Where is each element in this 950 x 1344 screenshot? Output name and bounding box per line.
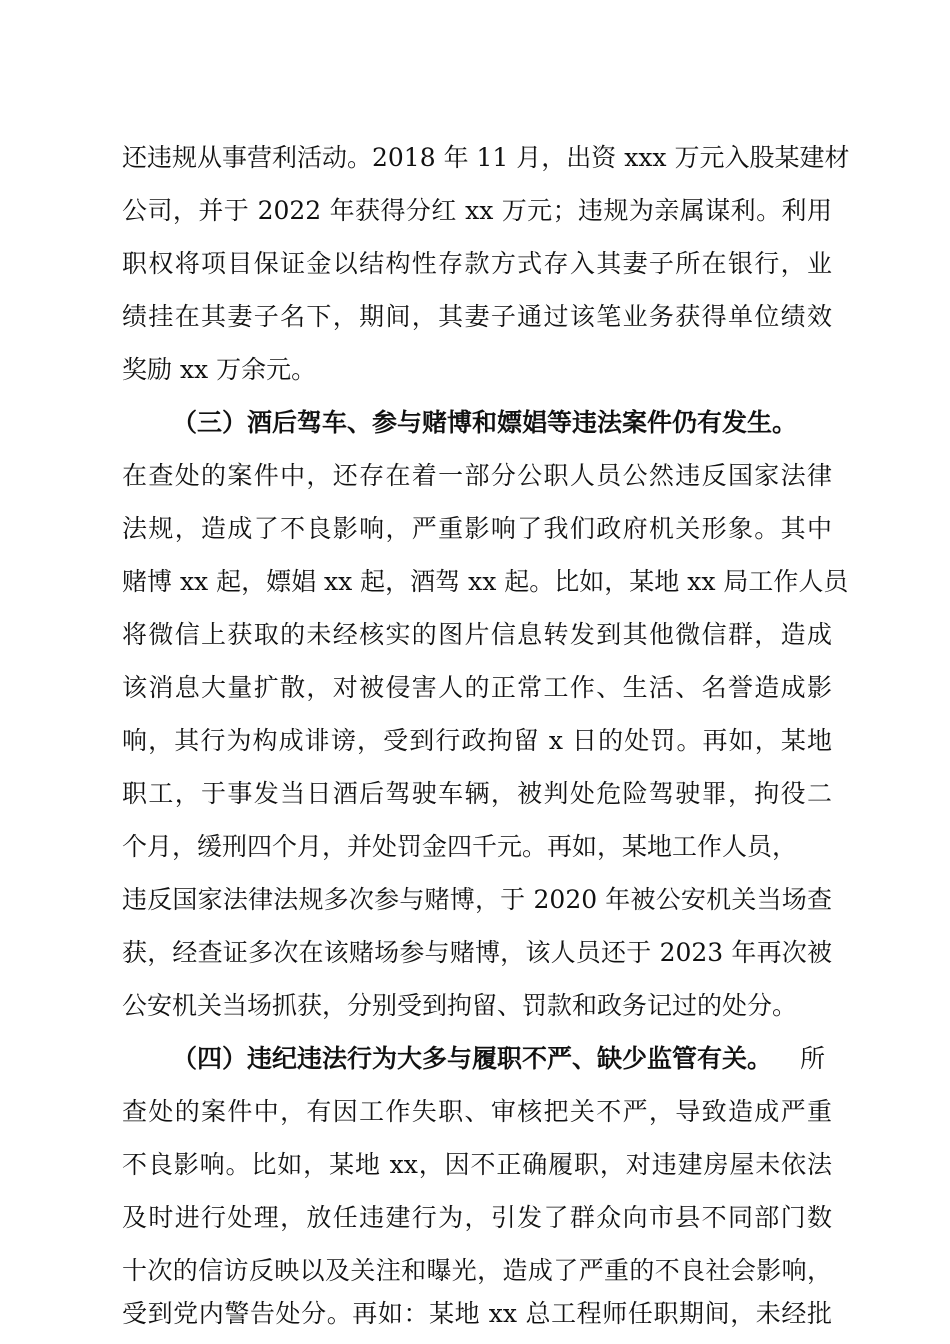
text-line: 绩挂在其妻子名下，期间，其妻子通过该笔业务获得单位绩效 bbox=[122, 302, 832, 331]
section-heading-4: （四）违纪违法行为大多与履职不严、缺少监管有关。 bbox=[172, 1044, 773, 1073]
text-line: 在查处的案件中，还存在着一部分公职人员公然违反国家法律 bbox=[122, 461, 832, 490]
text-line: 受到党内警告处分。再如：某地 xx 总工程师任职期间，未经批 bbox=[122, 1299, 832, 1328]
text-line: 公司，并于 2022 年获得分红 xx 万元；违规为亲属谋利。利用 bbox=[122, 196, 832, 225]
text-line: 十次的信访反映以及关注和曝光，造成了严重的不良社会影响， bbox=[122, 1256, 832, 1285]
text-line: 赌博 xx 起，嫖娼 xx 起，酒驾 xx 起。比如，某地 xx 局工作人员 bbox=[122, 567, 849, 596]
text-line: 职权将项目保证金以结构性存款方式存入其妻子所在银行，业 bbox=[122, 249, 832, 278]
text-line: 将微信上获取的未经核实的图片信息转发到其他微信群，造成 bbox=[122, 620, 832, 649]
text-line: 个月，缓刑四个月，并处罚金四千元。再如，某地工作人员， bbox=[122, 832, 798, 861]
text-line: 获，经查证多次在该赌场参与赌博，该人员还于 2023 年再次被 bbox=[122, 938, 832, 967]
section-heading-3: （三）酒后驾车、参与赌博和嫖娼等违法案件仍有发生。 bbox=[172, 408, 798, 437]
text-line: 所 bbox=[800, 1044, 826, 1073]
text-line: 及时进行处理，放任违建行为，引发了群众向市县不同部门数 bbox=[122, 1203, 832, 1232]
text-line: 法规，造成了不良影响，严重影响了我们政府机关形象。其中 bbox=[122, 514, 832, 543]
text-line: 奖励 xx 万余元。 bbox=[122, 355, 317, 384]
text-line: 还违规从事营利活动。2018 年 11 月，出资 xxx 万元入股某建材 bbox=[122, 143, 850, 172]
text-line: 该消息大量扩散，对被侵害人的正常工作、生活、名誉造成影 bbox=[122, 673, 832, 702]
text-line: 职工，于事发当日酒后驾驶车辆，被判处危险驾驶罪，拘役二 bbox=[122, 779, 832, 808]
text-line: 响，其行为构成诽谤，受到行政拘留 x 日的处罚。再如，某地 bbox=[122, 726, 832, 755]
text-line: 不良影响。比如，某地 xx，因不正确履职，对违建房屋未依法 bbox=[122, 1150, 832, 1179]
text-line: 违反国家法律法规多次参与赌博，于 2020 年被公安机关当场查 bbox=[122, 885, 832, 914]
text-line: 公安机关当场抓获，分别受到拘留、罚款和政务记过的处分。 bbox=[122, 991, 798, 1020]
text-line: 查处的案件中，有因工作失职、审核把关不严，导致造成严重 bbox=[122, 1097, 832, 1126]
